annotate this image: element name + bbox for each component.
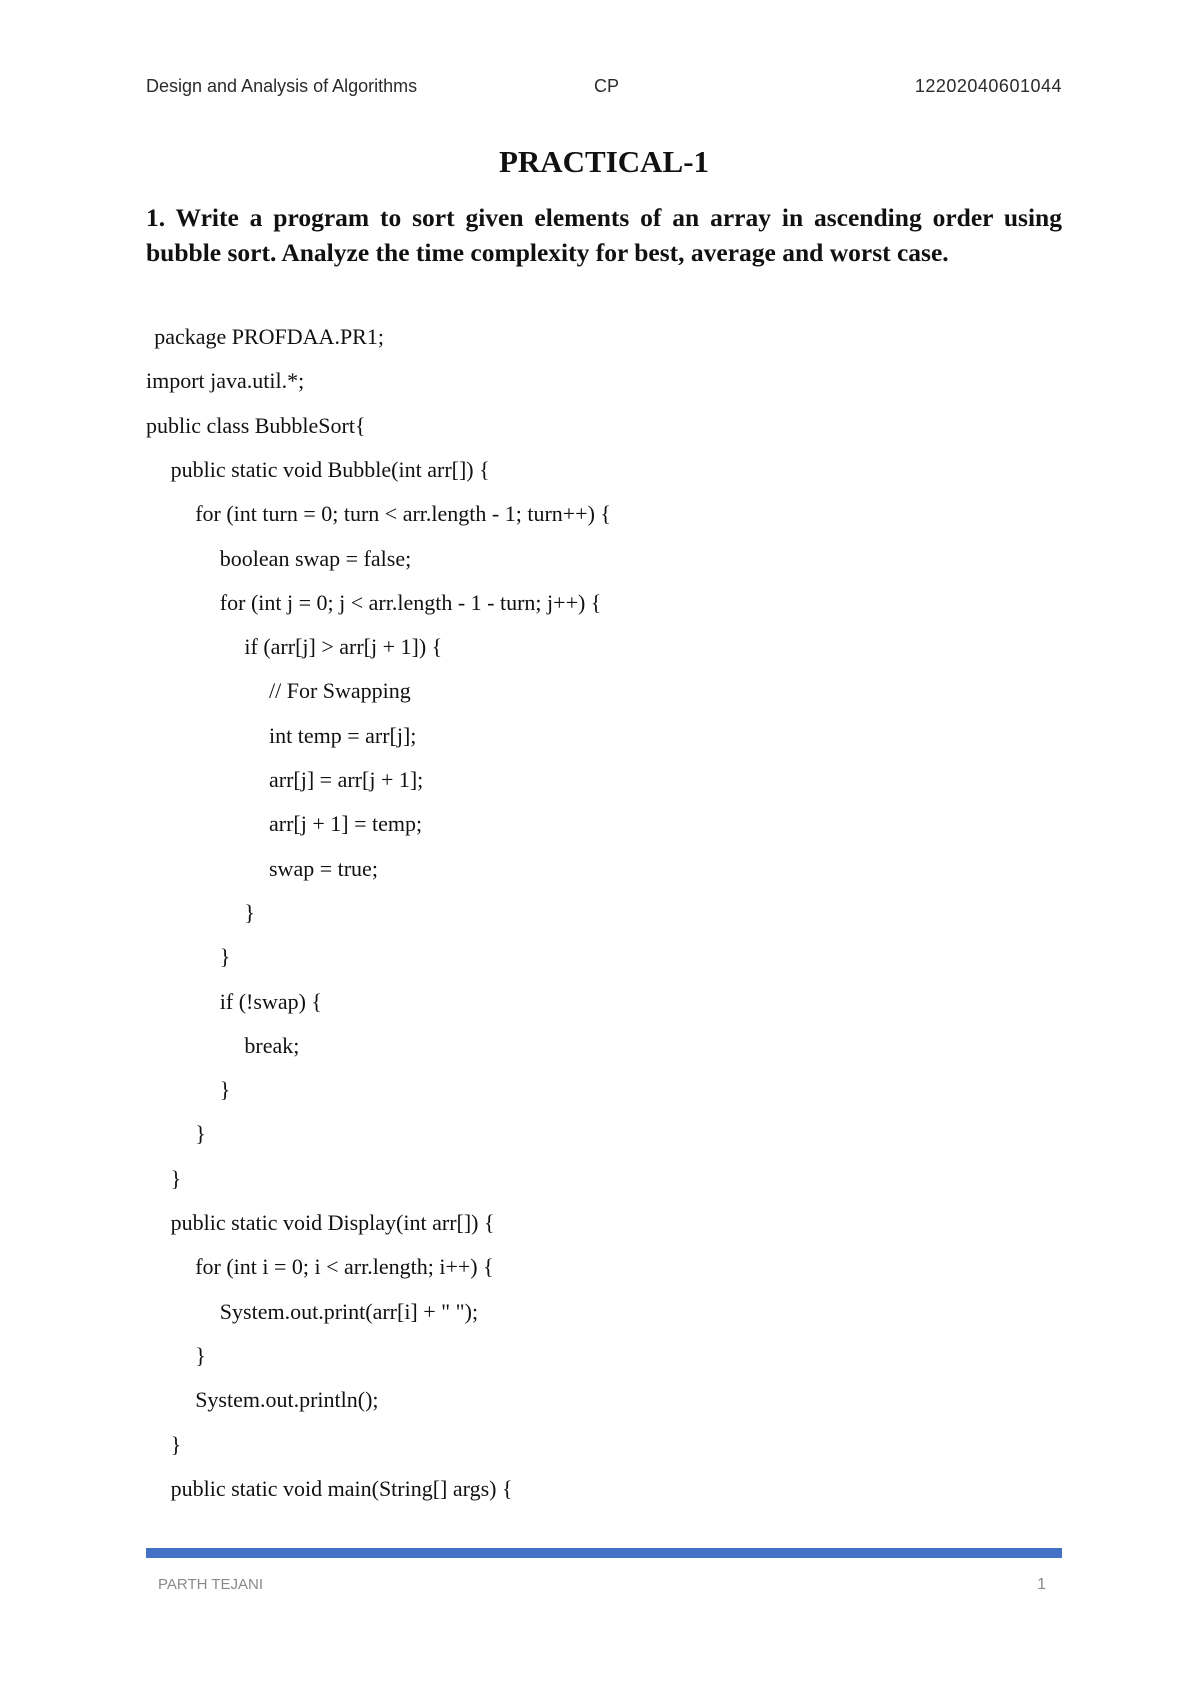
code-line: } <box>170 1165 182 1191</box>
code-line: int temp = arr[j]; <box>269 722 417 748</box>
code-line: // For Swapping <box>269 678 411 704</box>
footer-author: PARTH TEJANI <box>158 1576 264 1593</box>
code-line: public static void main(String[] args) { <box>170 1475 513 1501</box>
code-line: for (int turn = 0; turn < arr.length - 1; turn++) { <box>195 501 611 527</box>
code-line: } <box>219 1077 231 1103</box>
code-line: if (!swap) { <box>219 988 322 1014</box>
code-line: } <box>170 1431 182 1457</box>
code-line: boolean swap = false; <box>219 545 412 571</box>
code-line: break; <box>244 1032 300 1058</box>
code-line: public class BubbleSort{ <box>146 412 366 438</box>
code-line: package PROFDAA.PR1; <box>154 324 384 349</box>
code-line: if (arr[j] > arr[j + 1]) { <box>244 634 443 660</box>
code-line: public static void Display(int arr[]) { <box>170 1210 495 1235</box>
footer-divider-bar <box>146 1548 1062 1558</box>
header-course-title: Design and Analysis of Algorithms <box>146 76 418 96</box>
code-line: } <box>244 899 255 925</box>
code-line: import java.util.*; <box>146 368 305 394</box>
page-number: 1 <box>1037 1576 1046 1593</box>
code-line: public static void Bubble(int arr[]) { <box>170 456 490 482</box>
code-line: arr[j + 1] = temp; <box>269 811 423 837</box>
code-line: for (int i = 0; i < arr.length; i++) { <box>195 1254 494 1280</box>
code-line: System.out.print(arr[i] + " "); <box>219 1298 479 1324</box>
header-enrollment-number: 12202040601044 <box>914 76 1062 96</box>
question-text: 1. Write a program to sort given elements of an array in ascending order using bubble sort. Analyze the time complexity for best, average and worst case. <box>146 203 1062 267</box>
code-line: swap = true; <box>269 855 378 881</box>
code-line: } <box>195 1342 206 1368</box>
code-line: } <box>195 1121 206 1147</box>
page-footer <box>158 1576 1046 1600</box>
code-line: } <box>219 944 231 970</box>
practical-title: PRACTICAL-1 <box>498 144 710 179</box>
code-line: for (int j = 0; j < arr.length - 1 - turn; j++) { <box>219 589 602 615</box>
code-line: System.out.println(); <box>195 1387 379 1413</box>
page-header <box>146 76 1062 102</box>
code-line: arr[j] = arr[j + 1]; <box>269 767 424 792</box>
header-section: CP <box>594 76 620 96</box>
